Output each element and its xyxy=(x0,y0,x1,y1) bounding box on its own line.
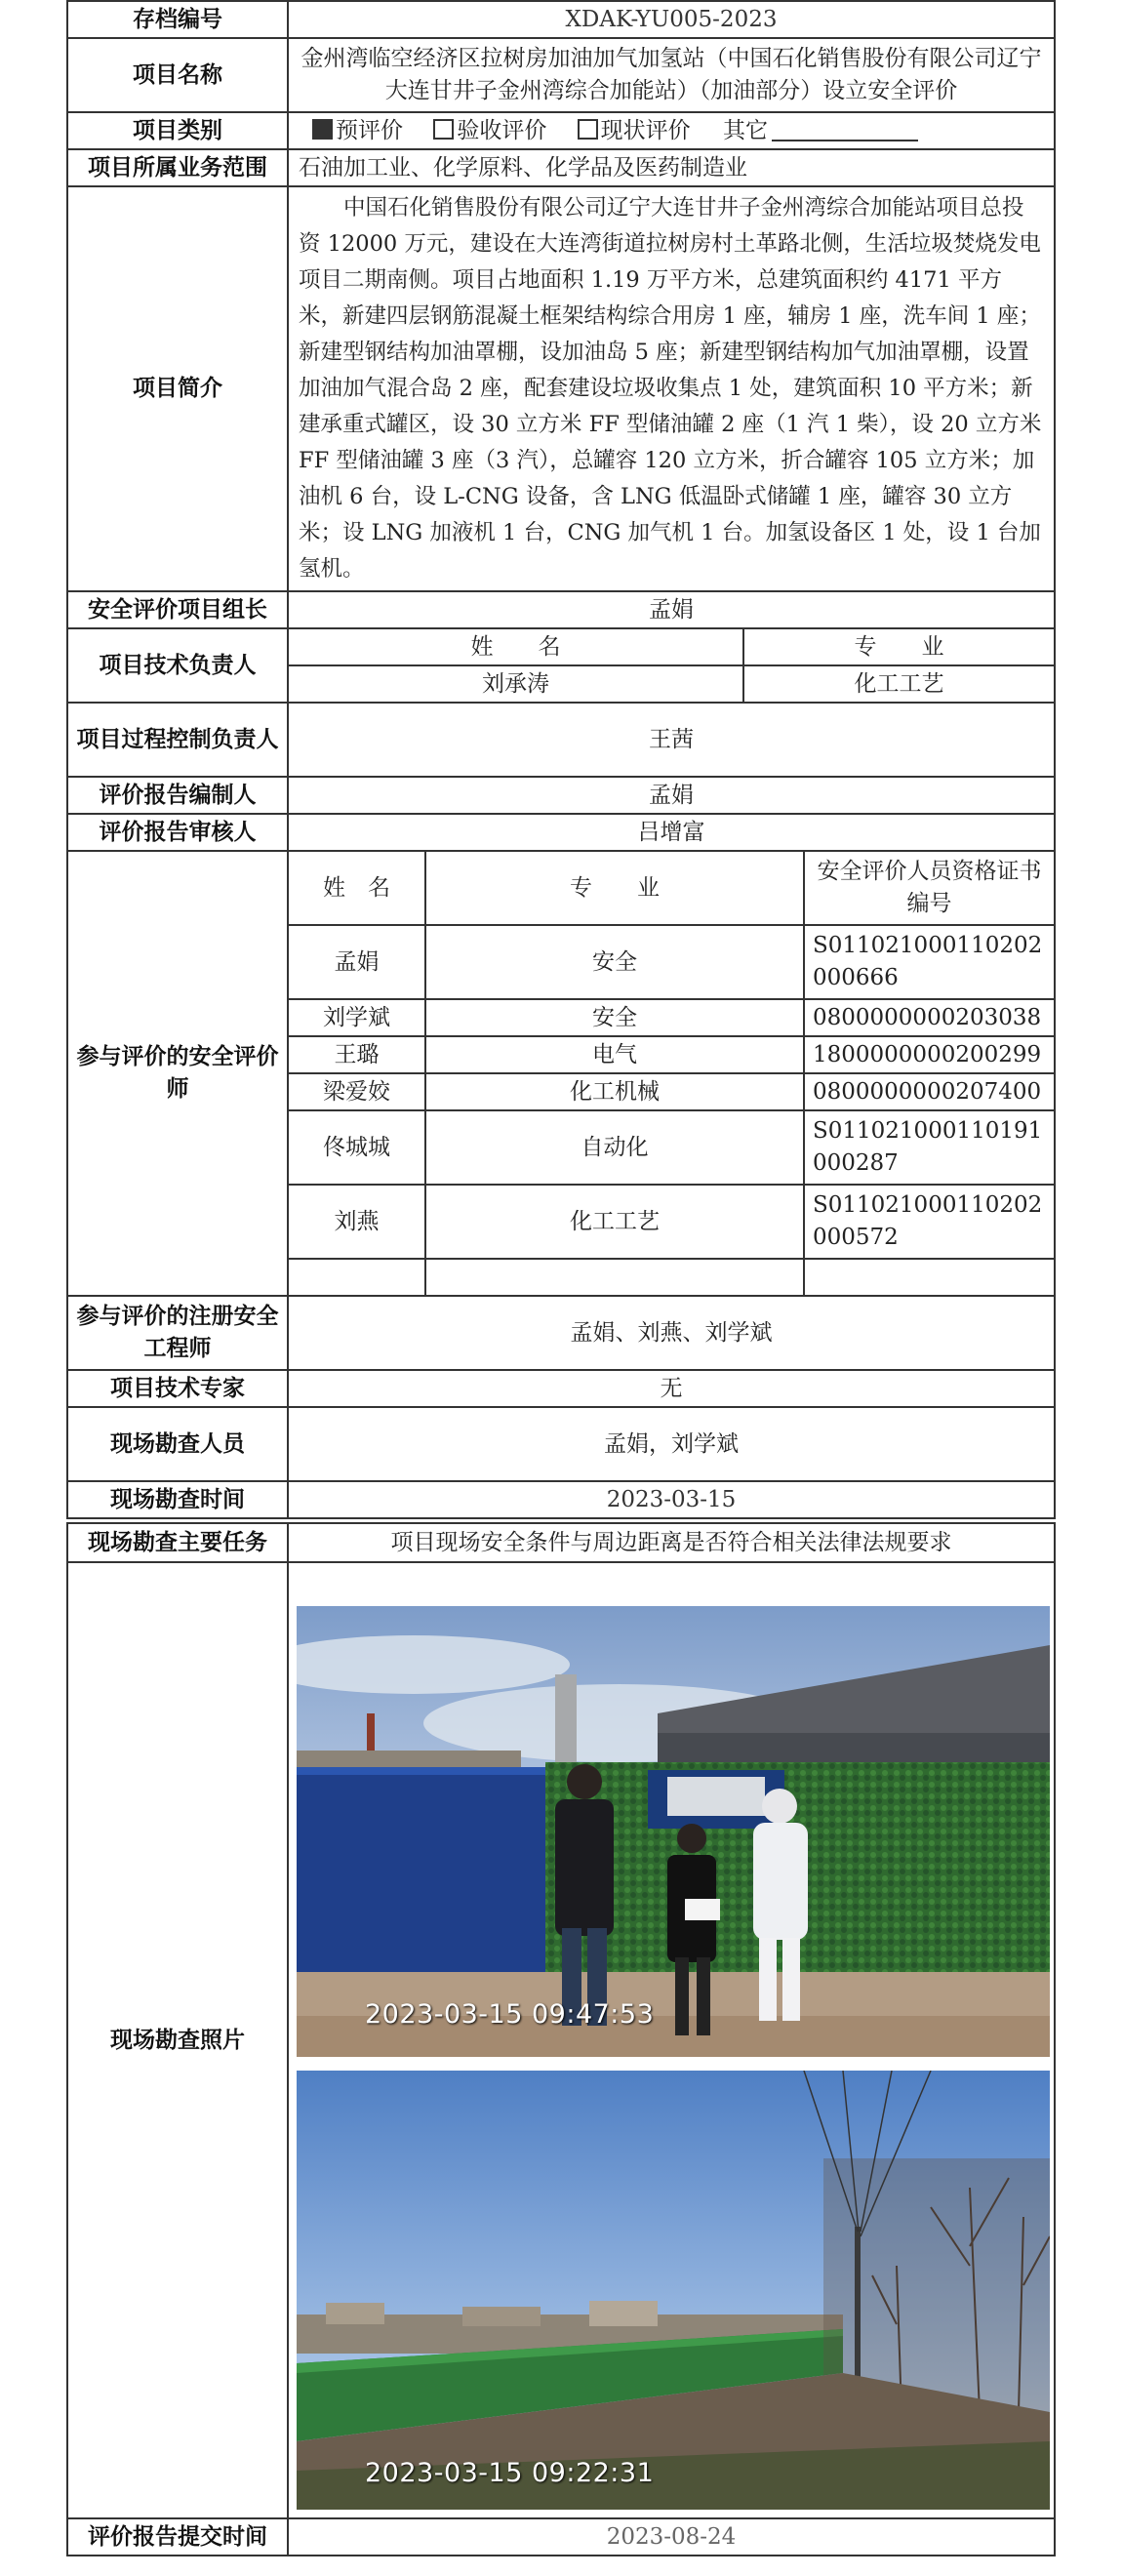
option-status-evaluation: 现状评价 xyxy=(600,117,691,143)
evaluator-major: 安全 xyxy=(425,925,804,999)
tech-lead-table xyxy=(66,627,1056,704)
evaluators-header-name: 姓 名 xyxy=(288,851,425,925)
report-author-value: 孟娟 xyxy=(288,777,1055,814)
tech-expert-label: 项目技术专家 xyxy=(67,1370,288,1407)
site-staff-value: 孟娟，刘学斌 xyxy=(288,1407,1055,1481)
site-photos-label: 现场勘查照片 xyxy=(67,1562,288,2518)
archive-value: XDAK-YU005-2023 xyxy=(288,1,1055,38)
submit-time-label: 评价报告提交时间 xyxy=(67,2518,288,2556)
empty-cell xyxy=(425,1259,804,1296)
evaluator-cert: S011021000110202000572 xyxy=(804,1185,1055,1259)
evaluator-major: 化工工艺 xyxy=(425,1185,804,1259)
report-reviewer-label: 评价报告审核人 xyxy=(67,814,288,851)
project-name-value: 金州湾临空经济区拉树房加油加气加氢站（中国石化销售股份有限公司辽宁大连甘井子金州湾综合加能站）（加油部分）设立安全评价 xyxy=(288,38,1055,112)
option-other: 其它 xyxy=(722,117,768,143)
evaluators-label: 参与评价的安全评价师 xyxy=(67,851,288,1296)
tech-lead-major: 化工工艺 xyxy=(743,665,1055,703)
evaluator-name: 孟娟 xyxy=(288,925,425,999)
evaluators-header-cert: 安全评价人员资格证书编号 xyxy=(804,851,1055,925)
report-reviewer-value: 吕增富 xyxy=(288,814,1055,851)
evaluator-cert: 0800000000203038 xyxy=(804,999,1055,1036)
checkbox-unchecked-icon xyxy=(433,119,454,140)
business-scope-label: 项目所属业务范围 xyxy=(67,149,288,186)
photo-2-timestamp: 2023-03-15 09:22:31 xyxy=(365,2458,655,2488)
evaluators-header-major: 专 业 xyxy=(425,851,804,925)
evaluator-name: 王璐 xyxy=(288,1036,425,1073)
evaluator-cert: S011021000110202000666 xyxy=(804,925,1055,999)
process-control-label: 项目过程控制负责人 xyxy=(67,703,288,777)
intro-label: 项目简介 xyxy=(67,186,288,591)
site-table xyxy=(66,1522,1056,2556)
checkbox-checked-icon xyxy=(312,119,333,140)
site-photo-1 xyxy=(297,1606,1050,2057)
process-control-value: 王茜 xyxy=(288,703,1055,777)
tech-lead-major-header: 专 业 xyxy=(743,628,1055,665)
evaluation-record-sheet xyxy=(66,0,1054,2556)
business-scope-value: 石油加工业、化学原料、化学品及医药制造业 xyxy=(288,149,1055,186)
site-photos-cell xyxy=(288,1562,1055,2518)
evaluator-cert: S011021000110191000287 xyxy=(804,1110,1055,1185)
site-photo-1-image xyxy=(297,1606,1050,2057)
report-author-label: 评价报告编制人 xyxy=(67,777,288,814)
site-time-label: 现场勘查时间 xyxy=(67,1481,288,1518)
evaluator-name: 佟城城 xyxy=(288,1110,425,1185)
evaluator-major: 自动化 xyxy=(425,1110,804,1185)
project-type-options xyxy=(288,112,1055,149)
evaluator-name: 刘燕 xyxy=(288,1185,425,1259)
evaluators-table xyxy=(66,850,1056,1297)
main-table xyxy=(66,0,1056,629)
evaluator-name: 梁爱姣 xyxy=(288,1073,425,1110)
evaluator-major: 安全 xyxy=(425,999,804,1036)
team-leader-value: 孟娟 xyxy=(288,591,1055,628)
staff-table xyxy=(66,702,1056,852)
site-photo-2-image xyxy=(297,2071,1050,2510)
evaluator-name: 刘学斌 xyxy=(288,999,425,1036)
project-name-label: 项目名称 xyxy=(67,38,288,112)
option-pre-evaluation: 预评价 xyxy=(336,117,403,143)
tech-lead-label: 项目技术负责人 xyxy=(67,628,288,703)
tech-expert-value: 无 xyxy=(288,1370,1055,1407)
evaluator-major: 电气 xyxy=(425,1036,804,1073)
empty-cell xyxy=(804,1259,1055,1296)
project-type-label: 项目类别 xyxy=(67,112,288,149)
site-staff-label: 现场勘查人员 xyxy=(67,1407,288,1481)
intro-text: 中国石化销售股份有限公司辽宁大连甘井子金州湾综合加能站项目总投资 12000 万元，建设在大连湾街道拉树房村土革路北侧，生活垃圾焚烧发电项目二期南侧。项目占地面积 1.19 万平方米，总建筑面积约 4171 平方米，新建四层钢筋混凝土框架结构综合用房 1 座，辅房 1 座，洗车间 1 座；新建型钢结构加油罩棚，设加油岛 5 座；新建型钢结构加气加油罩棚，设置加油加气混合岛 2 座，配套建设垃圾收集点 1 处，建筑面积 10 平方米；新建承重式罐区，设 30 立方米 FF 型储油罐 2 座（1 汽 1 柴），设 20 立方米 FF 型储油罐 3 座（3 汽），总罐容 120 立方米，折合罐容 105 立方米；加油机 6 台，设 L-CNG 设备，含 LNG 低温卧式储罐 1 座，罐容 30 立方米；设 LNG 加液机 1 台，CNG 加气机 1 台。加氢设备区 1 处，设 1 台加氢机。 xyxy=(288,186,1055,591)
evaluator-cert: 0800000000207400 xyxy=(804,1073,1055,1110)
site-time-value: 2023-03-15 xyxy=(288,1481,1055,1518)
site-photo-2 xyxy=(297,2071,1050,2510)
tech-lead-name: 刘承涛 xyxy=(288,665,743,703)
archive-label: 存档编号 xyxy=(67,1,288,38)
registered-engineers-value: 孟娟、刘燕、刘学斌 xyxy=(288,1296,1055,1370)
site-task-label: 现场勘查主要任务 xyxy=(67,1523,288,1562)
empty-cell xyxy=(288,1259,425,1296)
submit-time-value: 2023-08-24 xyxy=(288,2518,1055,2556)
other-blank-line xyxy=(772,118,918,141)
engineers-table xyxy=(66,1295,1056,1519)
evaluator-cert: 1800000000200299 xyxy=(804,1036,1055,1073)
evaluator-major: 化工机械 xyxy=(425,1073,804,1110)
team-leader-label: 安全评价项目组长 xyxy=(67,591,288,628)
tech-lead-name-header: 姓 名 xyxy=(288,628,743,665)
photo-1-timestamp: 2023-03-15 09:47:53 xyxy=(365,1999,655,2030)
option-acceptance-evaluation: 验收评价 xyxy=(457,117,547,143)
checkbox-unchecked-icon xyxy=(578,119,598,140)
registered-engineers-label: 参与评价的注册安全工程师 xyxy=(67,1296,288,1370)
site-task-value: 项目现场安全条件与周边距离是否符合相关法律法规要求 xyxy=(288,1523,1055,1562)
